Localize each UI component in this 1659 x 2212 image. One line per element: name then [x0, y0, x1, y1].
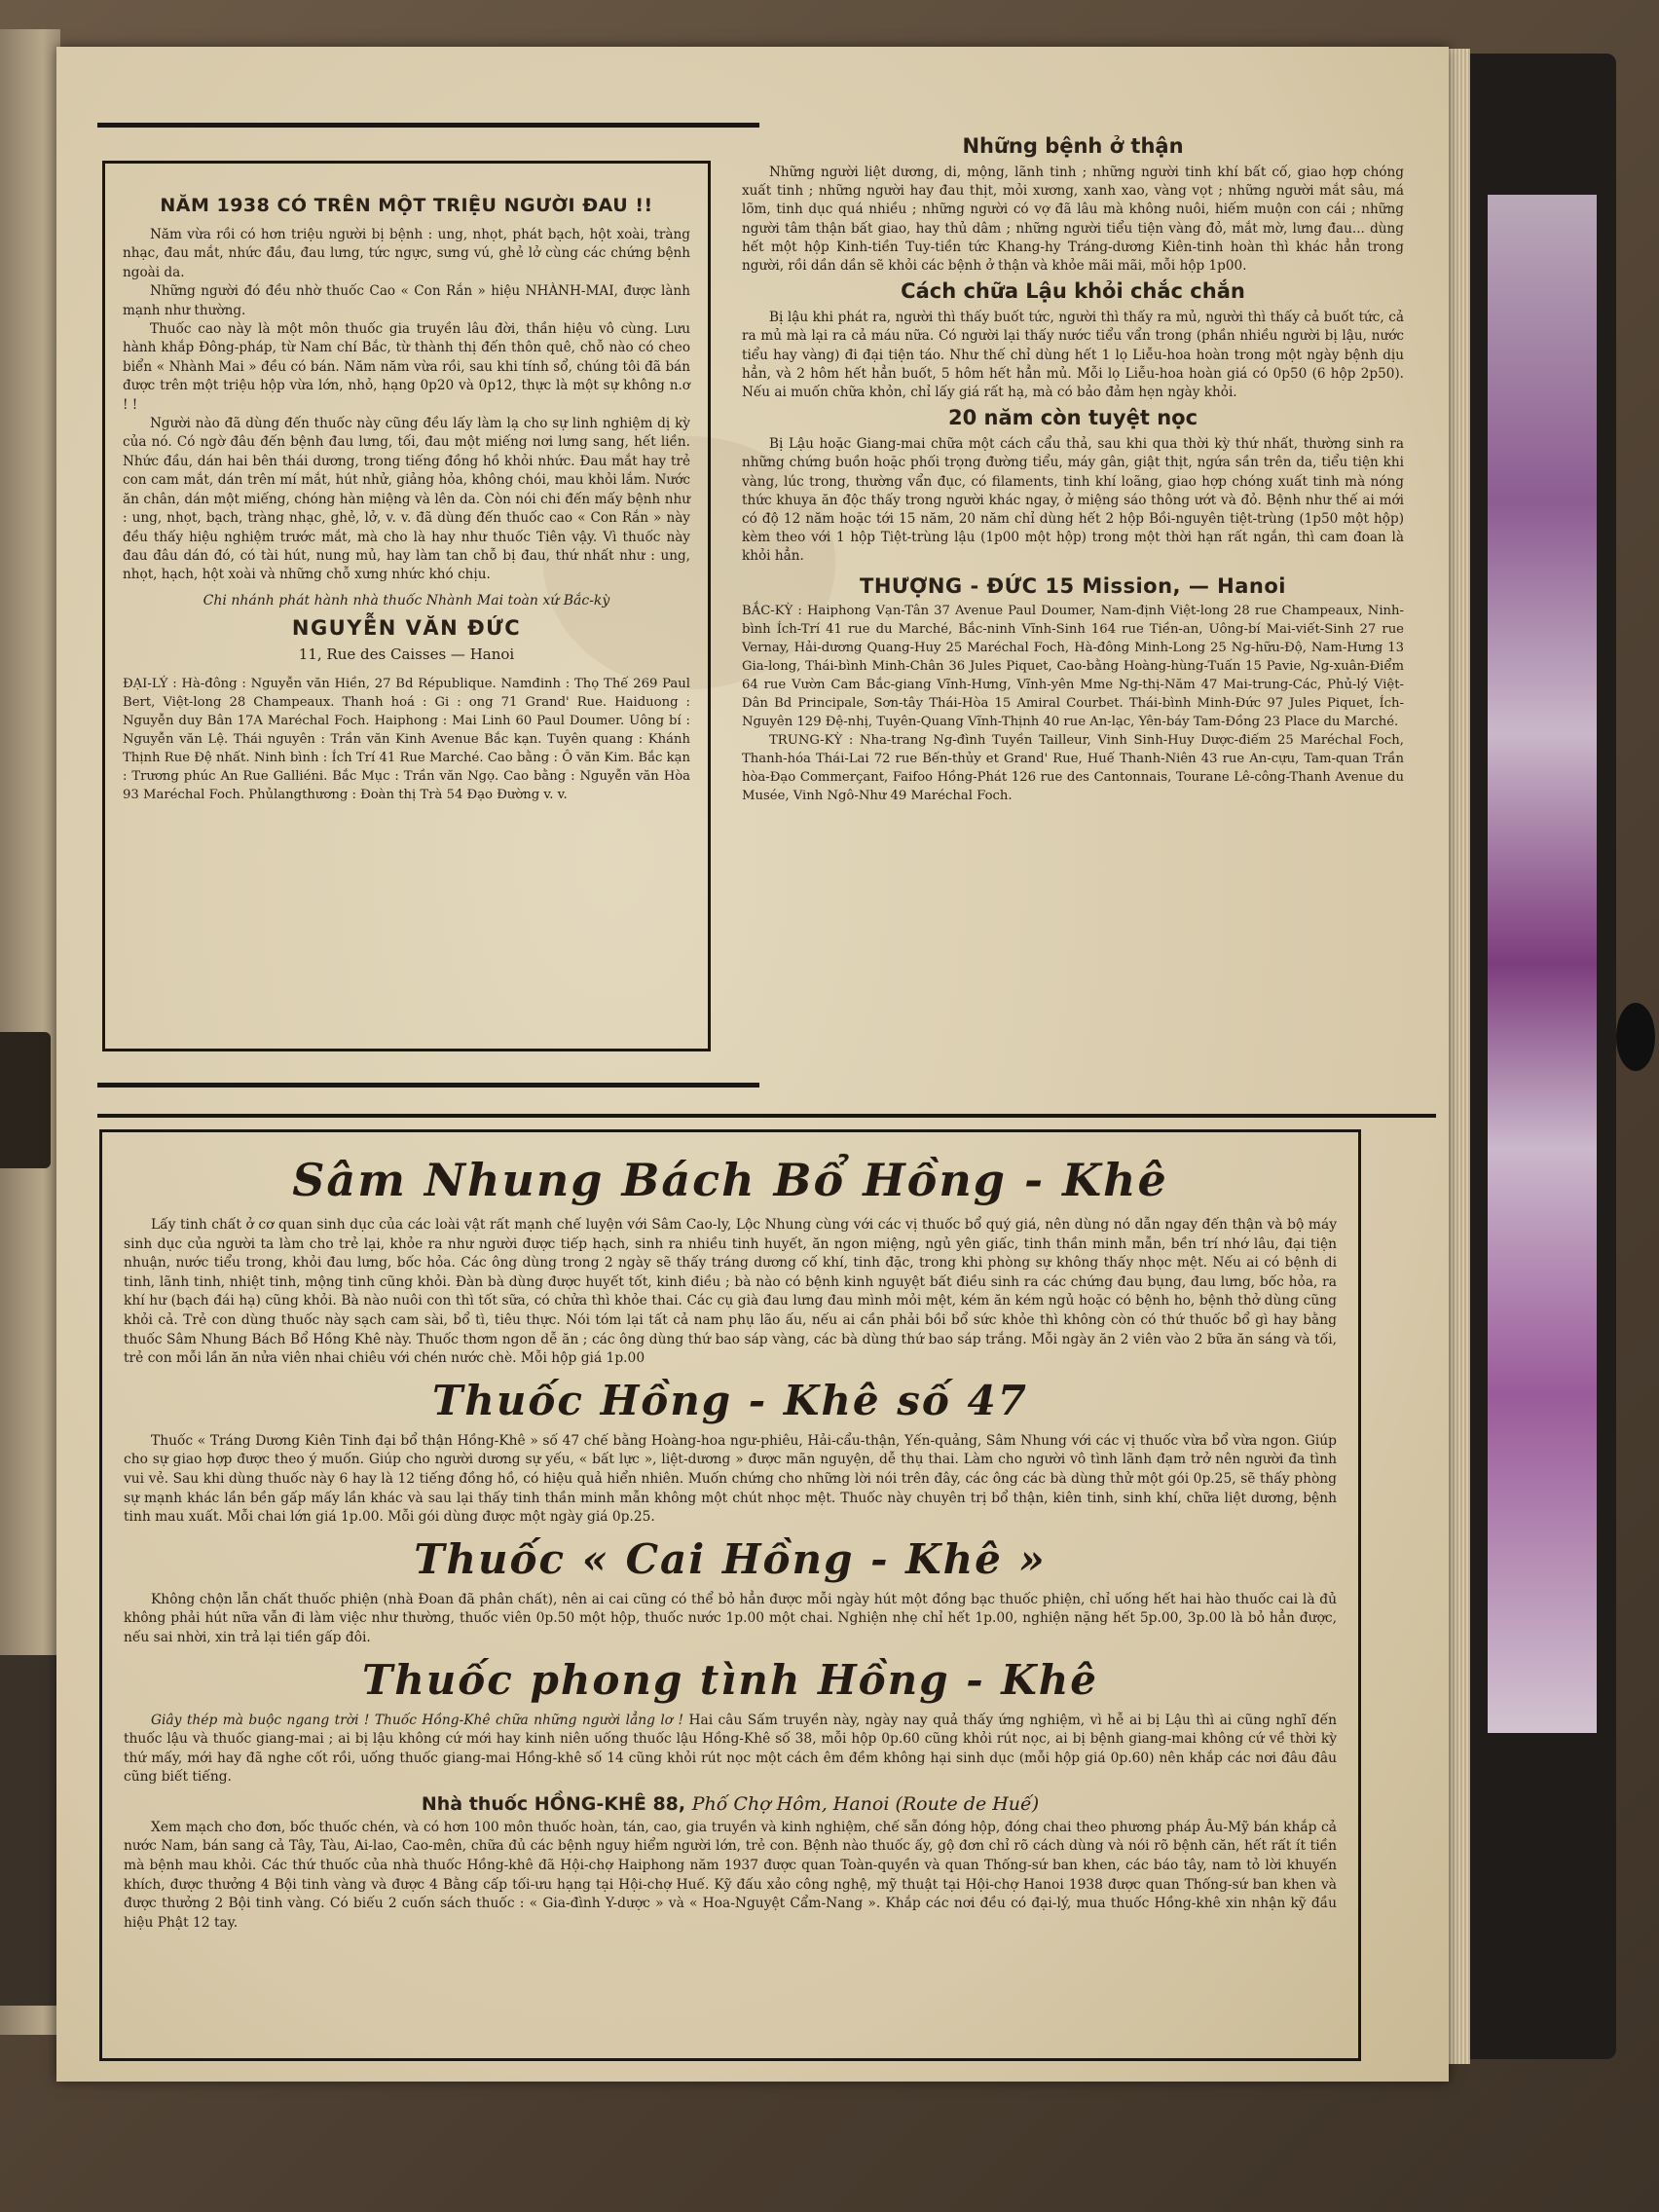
sam-nhung-text: Lấy tinh chất ở cơ quan sinh dục của các loài vật rất mạnh chế luyện với Sâm Cao-ly, Lộc Nhung cùng với các vị thuốc bổ quý giá, nên dùng nó dẫn ngay đến thận và bộ máy sinh dục của người ta làm cho trẻ lại, khỏe ra như người được tiếp hạch, sinh ra nhiều tinh huyết, ăn ngon miệng, ngủ yên giấc, tinh thần minh mẫn, bền trí nhớ lâu, đại tiện nhuận, nước tiểu trong, khỏi đau lưng, bốc hỏa. Các ông dùng trong 2 ngày sẽ thấy tráng dương cố khí, tinh đặc, trong khi phòng sự không thấy nhọc mệt. Nếu ai có bệnh di tinh, lãnh tinh, nhiệt tinh, mộng tinh cũng khỏi. Đàn bà dùng được huyết tốt, kinh điều ; bà nào có bệnh kinh nguyệt bất điều sinh ra các chứng đau bụng, đau lưng, bốc hỏa, ra khí hư (bạch đái hạ) cũng khỏi. Bà nào nuôi con thì tốt sữa, có chửa thì khỏe thai. Các cụ già đau lưng đau mình mỏi mệt, kém ăn kém ngủ hoặc có bệnh ho, bệnh thở dùng cũng khỏi cả. Trẻ con dùng thuốc này sạch cam sài, bổ tì, tiêu thực. Nói tóm lại tất cả nam phụ lão ấu, nếu ai cần phải bồi bổ sức khỏe thì không còn có thứ thuốc bổ gì hay bằng thuốc Sâm Nhung Bách Bổ Hồng Khê này. Thuốc thơm ngon dễ ăn ; các ông dùng thứ bao sáp vàng, các bà dùng thứ bao sáp trắng. Mỗi ngày ăn 2 viên vào 2 bữa ăn sáng và tối, trẻ con mỗi lần ăn nửa viên nhai chiêu với chén nước chè. Mỗi hộp giá 1p.00 — [124, 1217, 1337, 1367]
left-paragraph-2: Những người đó đều nhờ thuốc Cao « Con Rắn » hiệu NHÀNH-MAI, được lành mạnh như thường. — [123, 283, 690, 318]
previous-page-dark-print — [0, 1655, 60, 2006]
cai-hong-khe-text: Không chộn lẫn chất thuốc phiện (nhà Đoan đã phân chất), nên ai cai cũng có thể bỏ hẳn được mỗi ngày hút một đồng bạc thuốc phiện, chỉ uống hết hai hào thuốc cai là đủ không phải hút nữa vẫn đi làm việc như thường, thuốc viên 0p.50 một hộp, thuốc nước 1p.00 một chai. Nghiện nhẹ chỉ hết 1p.00, nghiện nặng hết 5p.00, 3p.00 là bỏ hẳn được, nếu sai nhời, xin trả lại tiền gấp đôi. — [124, 1591, 1337, 1645]
gonorrhea-text: Bị lậu khi phát ra, người thì thấy buốt tức, người thì thấy ra mủ, người thì thấy cả buốt tức, cả ra mủ mà lại ra cả máu nữa. Có người lại thấy nước tiểu vẩn trong (phần nhiều người bị lậu, nước tiểu hay vàng) đi đại tiện táo. Như thế chỉ dùng hết 1 lọ Liễu-hoa hoàn trong một ngày bệnh dịu hẳn, và 2 hôm hết hẳn buốt, 5 hôm hết hẳn mủ. Mỗi lọ Liễu-hoa hoàn giá có 0p50 (6 hộp 2p50). Nếu ai muốn chữa khỏn, chỉ lấy giá rất hạ, mà có bảo đảm hẹn ngày khỏi. — [742, 310, 1404, 401]
agents-list: ĐẠI-LÝ : Hà-đông : Nguyễn văn Hiền, 27 Bd République. Namđinh : Thọ Thế 269 Paul Bert, Việt-long 28 Champeaux. Thanh hoá : Gi : ong 71 Grand' Rue. Haiduong : Nguyễn duy Bân 17A Maréchal Foch. Haiphong : Mai Linh 60 Paul Doumer. Uông bí : Nguyễn văn Lệ. Thái nguyên : Trần văn Kinh Avenue Bắc kạn. Tuyên quang : Khánh Thịnh Rue Đệ nhất. Ninh bình : Ích Trí 41 Rue Marché. Cao bằng : Ô văn Kim. Bắc kạn : Trương phúc An Rue Galliéni. Bắc Mục : Trần văn Ngọ. Cao bằng : Nguyễn văn Hòa 93 Maréchal Foch. Phủlangthương : Đoàn thị Trà 54 Đạo Đường v. v. — [123, 676, 690, 802]
left-paragraph-4: Người nào đã dùng đến thuốc này cũng đều lấy làm lạ cho sự linh nghiệm dị kỳ của nó. Có ngờ đâu đến bệnh đau lưng, tối, đau một miếng nơi lưng sang, hết liền. Nhức đầu, dán hai bên thái dương, trong tiếng đồng hồ khỏi nhức. Đau mắt hay trẻ con cam mắt, dán trên mí mắt, hút nhử, giảng hỏa, không chói, mau khỏi lắm. Nước ăn chân, dán một miếng, chóng hàn miệng và lên da. Còn nói chi đến mấy bệnh như : ung, nhọt, bạch, tràng nhạc, ghẻ, lở, v. v. đã dùng đến thuốc cao « Con Rắn » này đều thấy hiệu nghiệm trước mắt, mà cho là hay như thuốc Tiên vậy. Vì thuốc này đau đâu dán đó, có tài hút, nung mủ, hay làm tan chỗ bị đau, thứ nhất như : ung, nhọt, hạch, hột xoài và những chỗ xưng nhức khó chịu. — [123, 416, 690, 583]
kidney-heading: Những bệnh ở thận — [962, 134, 1184, 158]
bottom-section-rule — [97, 1114, 1436, 1118]
branch-note: Chi nhánh phát hành nhà thuốc Nhành Mai toàn xứ Bắc-kỳ — [203, 592, 610, 608]
middle-left-rule — [97, 1083, 759, 1088]
left-headline: NĂM 1938 CÓ TRÊN MỘT TRIỆU NGƯỜI ĐAU !! — [160, 195, 653, 216]
left-paragraph-3: Thuốc cao này là một môn thuốc gia truyền lâu đời, thần hiệu vô cùng. Lưu hành khắp Đông-pháp, từ Nam chí Bắc, từ thành thị đến thôn quê, chỗ nào có cheo biển « Nhành Mai » đều có bán. Năm năm vừa rồi, sau khi tính sổ, chúng tôi đã bán được trên một triệu hộp vừa lớn, nhỏ, hạng 0p20 và 0p12, thực là một sự không n.ơ ! ! — [123, 321, 690, 413]
left-paragraph-1: Năm vừa rồi có hơn triệu người bị bệnh : ung, nhọt, phát bạch, hột xoài, tràng nhạc, đau mắt, nhức đầu, đau lưng, tức ngực, sưng vú, ghẻ lở cùng các chứng bệnh ngoài da. — [123, 227, 690, 280]
twenty-years-heading: 20 năm còn tuyệt nọc — [947, 406, 1198, 430]
gonorrhea-heading: Cách chữa Lậu khỏi chắc chắn — [901, 279, 1245, 304]
hong-khe-advertisement-box — [99, 1129, 1361, 2061]
right-column — [742, 130, 1404, 805]
backy-agents: BẮC-KỲ : Haiphong Vạn-Tân 37 Avenue Paul Doumer, Nam-định Việt-long 28 rue Champeaux, Ninh-bình Ích-Trí 41 rue du Marché, Bắc-ninh Vĩnh-Sinh 164 rue Tiền-an, Uông-bí Mai-viết-Sinh 27 rue Vernay, Hải-dương Quang-Huy 25 Maréchal Foch, Hà-đông Minh-Long 25 Ng-hữu-Độ, Nam-Hưng 13 Gia-long, Thái-bình Minh-Chân 36 Jules Piquet, Cao-bằng Hoàng-hùng-Tuấn 15 Pavie, Ng-xuân-Điểm 64 rue Vườn Cam Bắc-giang Vĩnh-Hưng, Vĩnh-yên Mme Ng-thị-Năm 47 Mai-trung-Các, Phủ-lý Việt-Dân Bd Principale, Sơn-tây Thái-Hòa 15 Amiral Courbet. Thái-bình Minh-Đức 97 Jules Piquet, Ích-Nguyên 129 Đệ-nhị, Tuyên-Quang Vĩnh-Thịnh 40 rue An-lạc, Yên-báy Tam-Đồng 23 Place du Marché. — [742, 603, 1404, 729]
signatory-name: NGUYỄN VĂN ĐỨC — [291, 615, 522, 640]
previous-page-print-mark — [0, 1032, 51, 1168]
house-address: Phố Chợ Hôm, Hanoi (Route de Huế) — [691, 1792, 1040, 1815]
twenty-years-text: Bị Lậu hoặc Giang-mai chữa một cách cẩu thả, sau khi qua thời kỳ thứ nhất, thường sinh ra những chứng buồn hoặc phối trọng đường tiểu, máy gân, giật thịt, ngứa sần trên da, tiểu tiện khi vàng, lúc trong, thường vẩn đục, có filaments, tinh khí loãng, giao hợp chóng xuất tinh mà nóng thức khuya ăn độc thấy trong người khác ngay, ở miệng sáo thông ướt và đỏ. Bệnh như thế ai mới có độ 12 năm hoặc tới 15 năm, 20 năm chỉ dùng hết 2 hộp Bồi-nguyên tiệt-trùng (1p50 một hộp) kèm theo với 1 hộp Tiệt-trùng lậu (1p00 một hộp) trong một thời hạn rất ngắn, thì cam đoan là khỏi hẳn. — [742, 436, 1404, 565]
phong-tinh-text-block — [124, 1712, 1337, 1788]
marbled-endpaper — [1488, 195, 1597, 1733]
house-name: Nhà thuốc HỒNG-KHÊ 88, — [421, 1792, 686, 1815]
house-heading — [124, 1793, 1337, 1815]
phong-tinh-text: Hai câu Sấm truyền này, ngày nay quả thấy ứng nghiệm, vì hễ ai bị Lậu thì ai cũng nghĩ đến thuốc lậu và thuốc giang-mai ; ai bị lậu không cứ mới hay kinh niên uống thuốc lậu Hồng-Khê số 38, mỗi hộp 0p.60 cũng khỏi rút nọc, ai bị bệnh giang-mai không cứ về thời kỳ thứ mấy, mới hay đã nghe cốt rồi, uống thuốc giang-mai Hồng-khê số 14 cũng khỏi rút nọc một cách êm đềm không hại sinh dục (mỗi hộp giá 0p.60) nên khắp các nơi đâu đâu cũng biết tiếng. — [124, 1712, 1337, 1786]
kidney-text: Những người liệt dương, di, mộng, lãnh tinh ; những người tinh khí bất cố, giao hợp chóng xuất tinh ; những người hay đau thịt, mỏi xương, xanh xao, vàng vọt ; những người mắt sâu, má lõm, tinh dục quá nhiều ; những người có vợ đã lâu mà không nuôi, hiếm muộn con cái ; những người tâm thận bất giao, hay thủ dâm ; những người tiểu tiện vàng đỏ, mắt mờ, lưng đau... dùng hết một hộp Kinh-tiền Tuy-tiền tức Khang-hy Tráng-dương Kiên-tinh hoàn thì khác hẳn trong người, rồi dần dần sẽ khỏi các bệnh ở thận và khỏe mãi mãi, mỗi hộp 1p00. — [742, 165, 1404, 275]
sam-nhung-title: Sâm Nhung Bách Bổ Hồng - Khê — [292, 1154, 1168, 1206]
pharmacy-heading: THƯỢNG - ĐỨC 15 Mission, — Hanoi — [860, 573, 1286, 598]
signatory-address: 11, Rue des Caisses — Hanoi — [298, 645, 515, 663]
trungky-agents: TRUNG-KỲ : Nha-trang Ng-đình Tuyền Tailleur, Vinh Sinh-Huy Dược-điếm 25 Maréchal Foch, Thanh-hóa Thái-Lai 72 rue Bến-thủy et Grand' Rue, Huế Thanh-Niên 43 rue An-cựu, Tam-quan Trần hòa-Đạo Commerçant, Faifoo Hồng-Phát 126 rue des Cantonnais, Tourane Lê-công-Thanh Avenue du Musée, Vinh Ngô-Như 49 Maréchal Foch. — [742, 732, 1404, 803]
newspaper-page — [56, 47, 1449, 2082]
cai-hong-khe-title: Thuốc « Cai Hồng - Khê » — [414, 1534, 1047, 1583]
phong-tinh-lead: Giây thép mà buộc ngang trời ! Thuốc Hồng-Khê chữa những người lẳng lơ ! — [151, 1712, 684, 1728]
house-text: Xem mạch cho đơn, bốc thuốc chén, và có hơn 100 môn thuốc hoàn, tán, cao, gia truyền và kinh nghiệm, chế sẵn đóng hộp, đóng chai theo phương pháp Âu-Mỹ bán khắp cả nước Nam, bán sang cả Tây, Tàu, Ai-lao, Cao-mên, chữa đủ các bệnh nguy hiểm người lớn, trẻ con. Bệnh nào thuốc ấy, gộ đơn chỉ rõ cách dùng và nói rõ bệnh căn, hết rất ít tiền mà bệnh mau khỏi. Các thứ thuốc của nhà thuốc Hồng-khê đã Hội-chợ Haiphong năm 1937 được quan Toàn-quyền và quan Thống-sứ ban khen, các báo tây, nam tỏ lời khuyến khích, được thưởng 4 Bội tinh vàng và được 4 Bằng cấp tối-ưu hạng tại Hội-chợ Huế. Kỹ đấu xảo công nghệ, mỹ thuật tại Hội-chợ Hanoi 1938 được quan Thống-sứ ban khen và được thưởng 2 Bội tinh vàng. Có biếu 2 cuốn sách thuốc : « Gia-đình Y-dược » và « Hoa-Nguyệt Cẩm-Nang ». Khắp các nơi đều có đại-lý, mua thuốc Hồng-khê xin nhận kỹ đầu hiệu Phật 12 tay. — [124, 1819, 1337, 1931]
phong-tinh-title: Thuốc phong tình Hồng - Khê — [361, 1655, 1099, 1704]
top-left-rule — [97, 123, 759, 128]
left-advertisement-box — [102, 161, 711, 1051]
hong-khe-47-text: Thuốc « Tráng Dương Kiên Tinh đại bổ thận Hồng-Khê » số 47 chế bằng Hoàng-hoa ngư-phiêu, Hải-cẩu-thận, Yến-quảng, Sâm Nhung với các vị thuốc vừa bổ vừa ngon. Giúp cho sự giao hợp được theo ý muốn. Giúp cho người dương sự yếu, « bất lực », liệt-dương » được mãn nguyện, dễ thụ thai. Làm cho người vô tình lãnh đạm trở nên người đa tình vui vẻ. Sau khi dùng thuốc này 6 hay là 12 tiếng đồng hồ, có hiệu quả hiển nhiên. Muốn chứng cho những lời nói trên đây, các ông các bà dùng thử một gói 0p.25, sẽ thấy phòng sự mạnh khác lần bền gấp mấy lần khác và sau lại thấy tinh thần minh mẫn không một chút nhọc mệt. Thuốc này chuyên trị bổ thận, kiên tinh, sinh khí, chữa liệt dương, bệnh tinh mau xuất. Mỗi chai lớn giá 1p.00. Mỗi gói dùng được một ngày giá 0p.25. — [124, 1432, 1337, 1526]
hong-khe-47-title: Thuốc Hồng - Khê số 47 — [432, 1376, 1028, 1424]
binding-ring — [1616, 1003, 1655, 1071]
